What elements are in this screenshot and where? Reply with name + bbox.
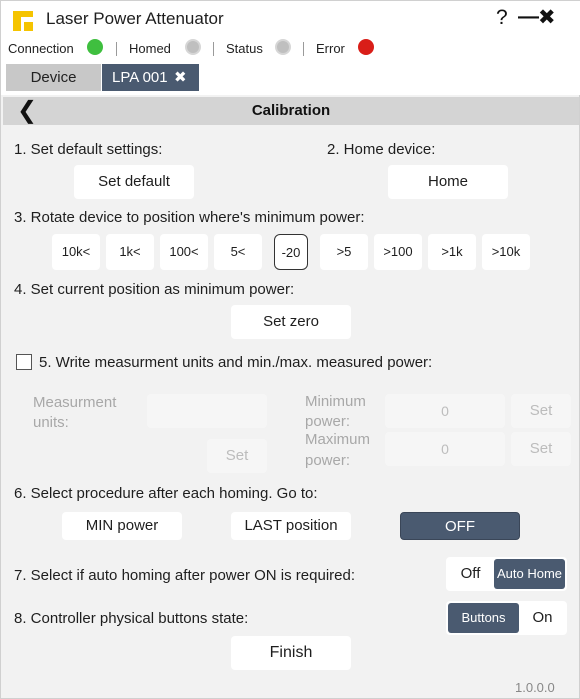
last-position-option-button[interactable]: LAST position <box>231 512 351 540</box>
controller-buttons-option[interactable]: Buttons <box>448 603 519 633</box>
calibration-header <box>3 97 579 125</box>
homed-status-led-icon <box>185 39 201 55</box>
rotate-1k-forward-button[interactable]: >1k <box>428 234 476 270</box>
connection-status-led-icon <box>87 39 103 55</box>
write-units-checkbox[interactable] <box>16 354 32 370</box>
app-logo-icon <box>13 11 33 31</box>
status-led-icon <box>275 39 291 55</box>
status-error-label: Error <box>316 41 345 56</box>
controller-buttons-toggle[interactable] <box>446 601 567 635</box>
maximum-power-input[interactable]: 0 <box>385 432 505 466</box>
auto-home-toggle[interactable] <box>446 557 567 591</box>
rotate-10k-back-button[interactable]: 10k< <box>52 234 100 270</box>
max-power-set-button[interactable]: Set <box>511 432 571 466</box>
minimum-power-label: Minimum <box>305 393 366 410</box>
measurement-units-input[interactable] <box>147 394 267 428</box>
rotate-100-back-button[interactable]: 100< <box>160 234 208 270</box>
status-separator <box>213 42 214 56</box>
status-homed-label: Homed <box>129 41 171 56</box>
back-arrow-icon[interactable]: ❮ <box>17 97 38 124</box>
step5-label: 5. Write measurment units and min./max. measured power: <box>39 354 433 371</box>
step1-label: 1. Set default settings: <box>14 141 163 158</box>
app-title: Laser Power Attenuator <box>46 9 224 28</box>
error-status-led-icon <box>358 39 374 55</box>
status-status-label: Status <box>226 41 263 56</box>
measurement-units-label-2: units: <box>33 414 69 431</box>
auto-home-on-option[interactable]: Auto Home <box>494 559 565 589</box>
version-label: 1.0.0.0 <box>515 680 555 695</box>
status-separator <box>303 42 304 56</box>
tab-lpa-001[interactable] <box>102 64 199 91</box>
tab-device[interactable]: Device <box>6 64 101 91</box>
help-button[interactable]: ? <box>496 6 508 29</box>
set-zero-button[interactable]: Set zero <box>231 305 351 339</box>
off-option-button[interactable]: OFF <box>400 512 520 540</box>
step8-label: 8. Controller physical buttons state: <box>14 610 249 627</box>
rotate-10k-forward-button[interactable]: >10k <box>482 234 530 270</box>
tab-bar <box>1 61 580 95</box>
rotate-5-forward-button[interactable]: >5 <box>320 234 368 270</box>
status-connection-label: Connection <box>8 41 74 56</box>
rotate-5-back-button[interactable]: 5< <box>214 234 262 270</box>
home-button[interactable]: Home <box>388 165 508 199</box>
step3-label: 3. Rotate device to position where's minimum power: <box>14 209 365 226</box>
close-tab-icon[interactable]: ✖ <box>174 69 187 86</box>
step6-label: 6. Select procedure after each homing. Go to: <box>14 485 318 502</box>
finish-button[interactable]: Finish <box>231 636 351 670</box>
title-bar <box>1 1 580 37</box>
maximum-power-label-2: power: <box>305 452 351 469</box>
status-separator <box>116 42 117 56</box>
rotate-1k-back-button[interactable]: 1k< <box>106 234 154 270</box>
rotate-minus-20-button[interactable]: -20 <box>274 234 308 270</box>
units-set-button[interactable]: Set <box>207 439 267 473</box>
auto-home-off-option[interactable]: Off <box>460 565 481 582</box>
page-title: Calibration <box>251 102 331 119</box>
measurement-units-label: Measurment <box>33 394 117 411</box>
minimize-button[interactable]: — <box>518 5 539 28</box>
maximum-power-label: Maximum <box>305 431 371 448</box>
close-window-button[interactable]: ✖ <box>538 6 556 29</box>
status-bar <box>1 37 580 61</box>
set-default-button[interactable]: Set default <box>74 165 194 199</box>
minimum-power-label-2: power: <box>305 413 351 430</box>
rotate-100-forward-button[interactable]: >100 <box>374 234 422 270</box>
step7-label: 7. Select if auto homing after power ON is required: <box>14 567 356 584</box>
min-power-set-button[interactable]: Set <box>511 394 571 428</box>
min-power-option-button[interactable]: MIN power <box>62 512 182 540</box>
tab-lpa-label: LPA 001 <box>112 69 168 86</box>
step2-label: 2. Home device: <box>327 141 436 158</box>
minimum-power-input[interactable]: 0 <box>385 394 505 428</box>
controller-on-option[interactable]: On <box>532 609 553 626</box>
step4-label: 4. Set current position as minimum power: <box>14 281 295 298</box>
